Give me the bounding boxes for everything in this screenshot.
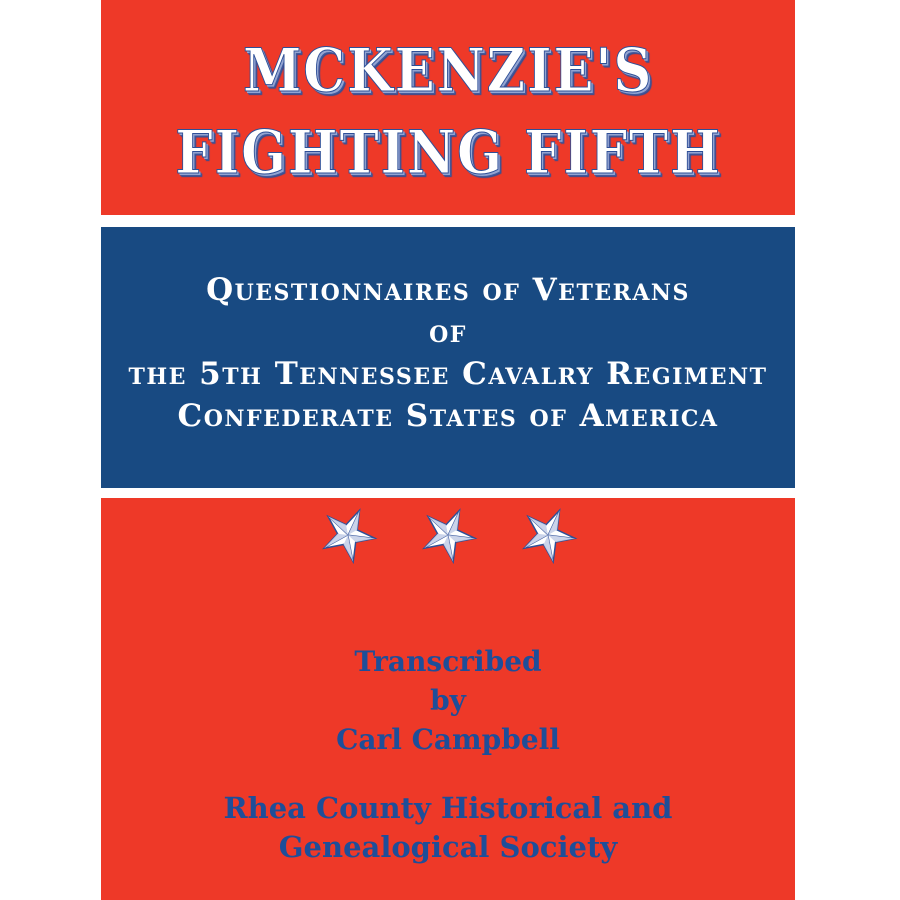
book-title-line-1: MCKENZIE'S (242, 36, 654, 106)
transcription-credit-line-1: Transcribed (354, 645, 542, 678)
publisher-name-line-2: Genealogical Society (278, 830, 618, 864)
star-icon (407, 494, 489, 576)
lower-section (101, 498, 795, 900)
subtitle-line-2: of (429, 314, 467, 350)
publisher-name (224, 789, 673, 867)
title-section (101, 0, 795, 215)
transcription-credit-line-3: Carl Campbell (336, 723, 560, 756)
transcription-credit (336, 642, 560, 759)
subtitle-line-1: Questionnaires of Veterans (206, 272, 690, 308)
subtitle-panel (101, 227, 795, 488)
white-divider-bottom (101, 488, 795, 498)
transcription-credit-line-2: by (430, 684, 466, 717)
subtitle-line-4: Confederate States of America (177, 398, 719, 434)
star-icon (507, 494, 589, 576)
book-title-line-2: FIGHTING FIFTH (174, 118, 722, 188)
publisher-name-line-1: Rhea County Historical and (223, 791, 673, 825)
white-divider-top (101, 215, 795, 227)
star-icon (307, 494, 389, 576)
book-cover (101, 0, 795, 900)
stars-row (317, 504, 579, 566)
subtitle-line-3: the 5th Tennessee Cavalry Regiment (128, 356, 768, 392)
